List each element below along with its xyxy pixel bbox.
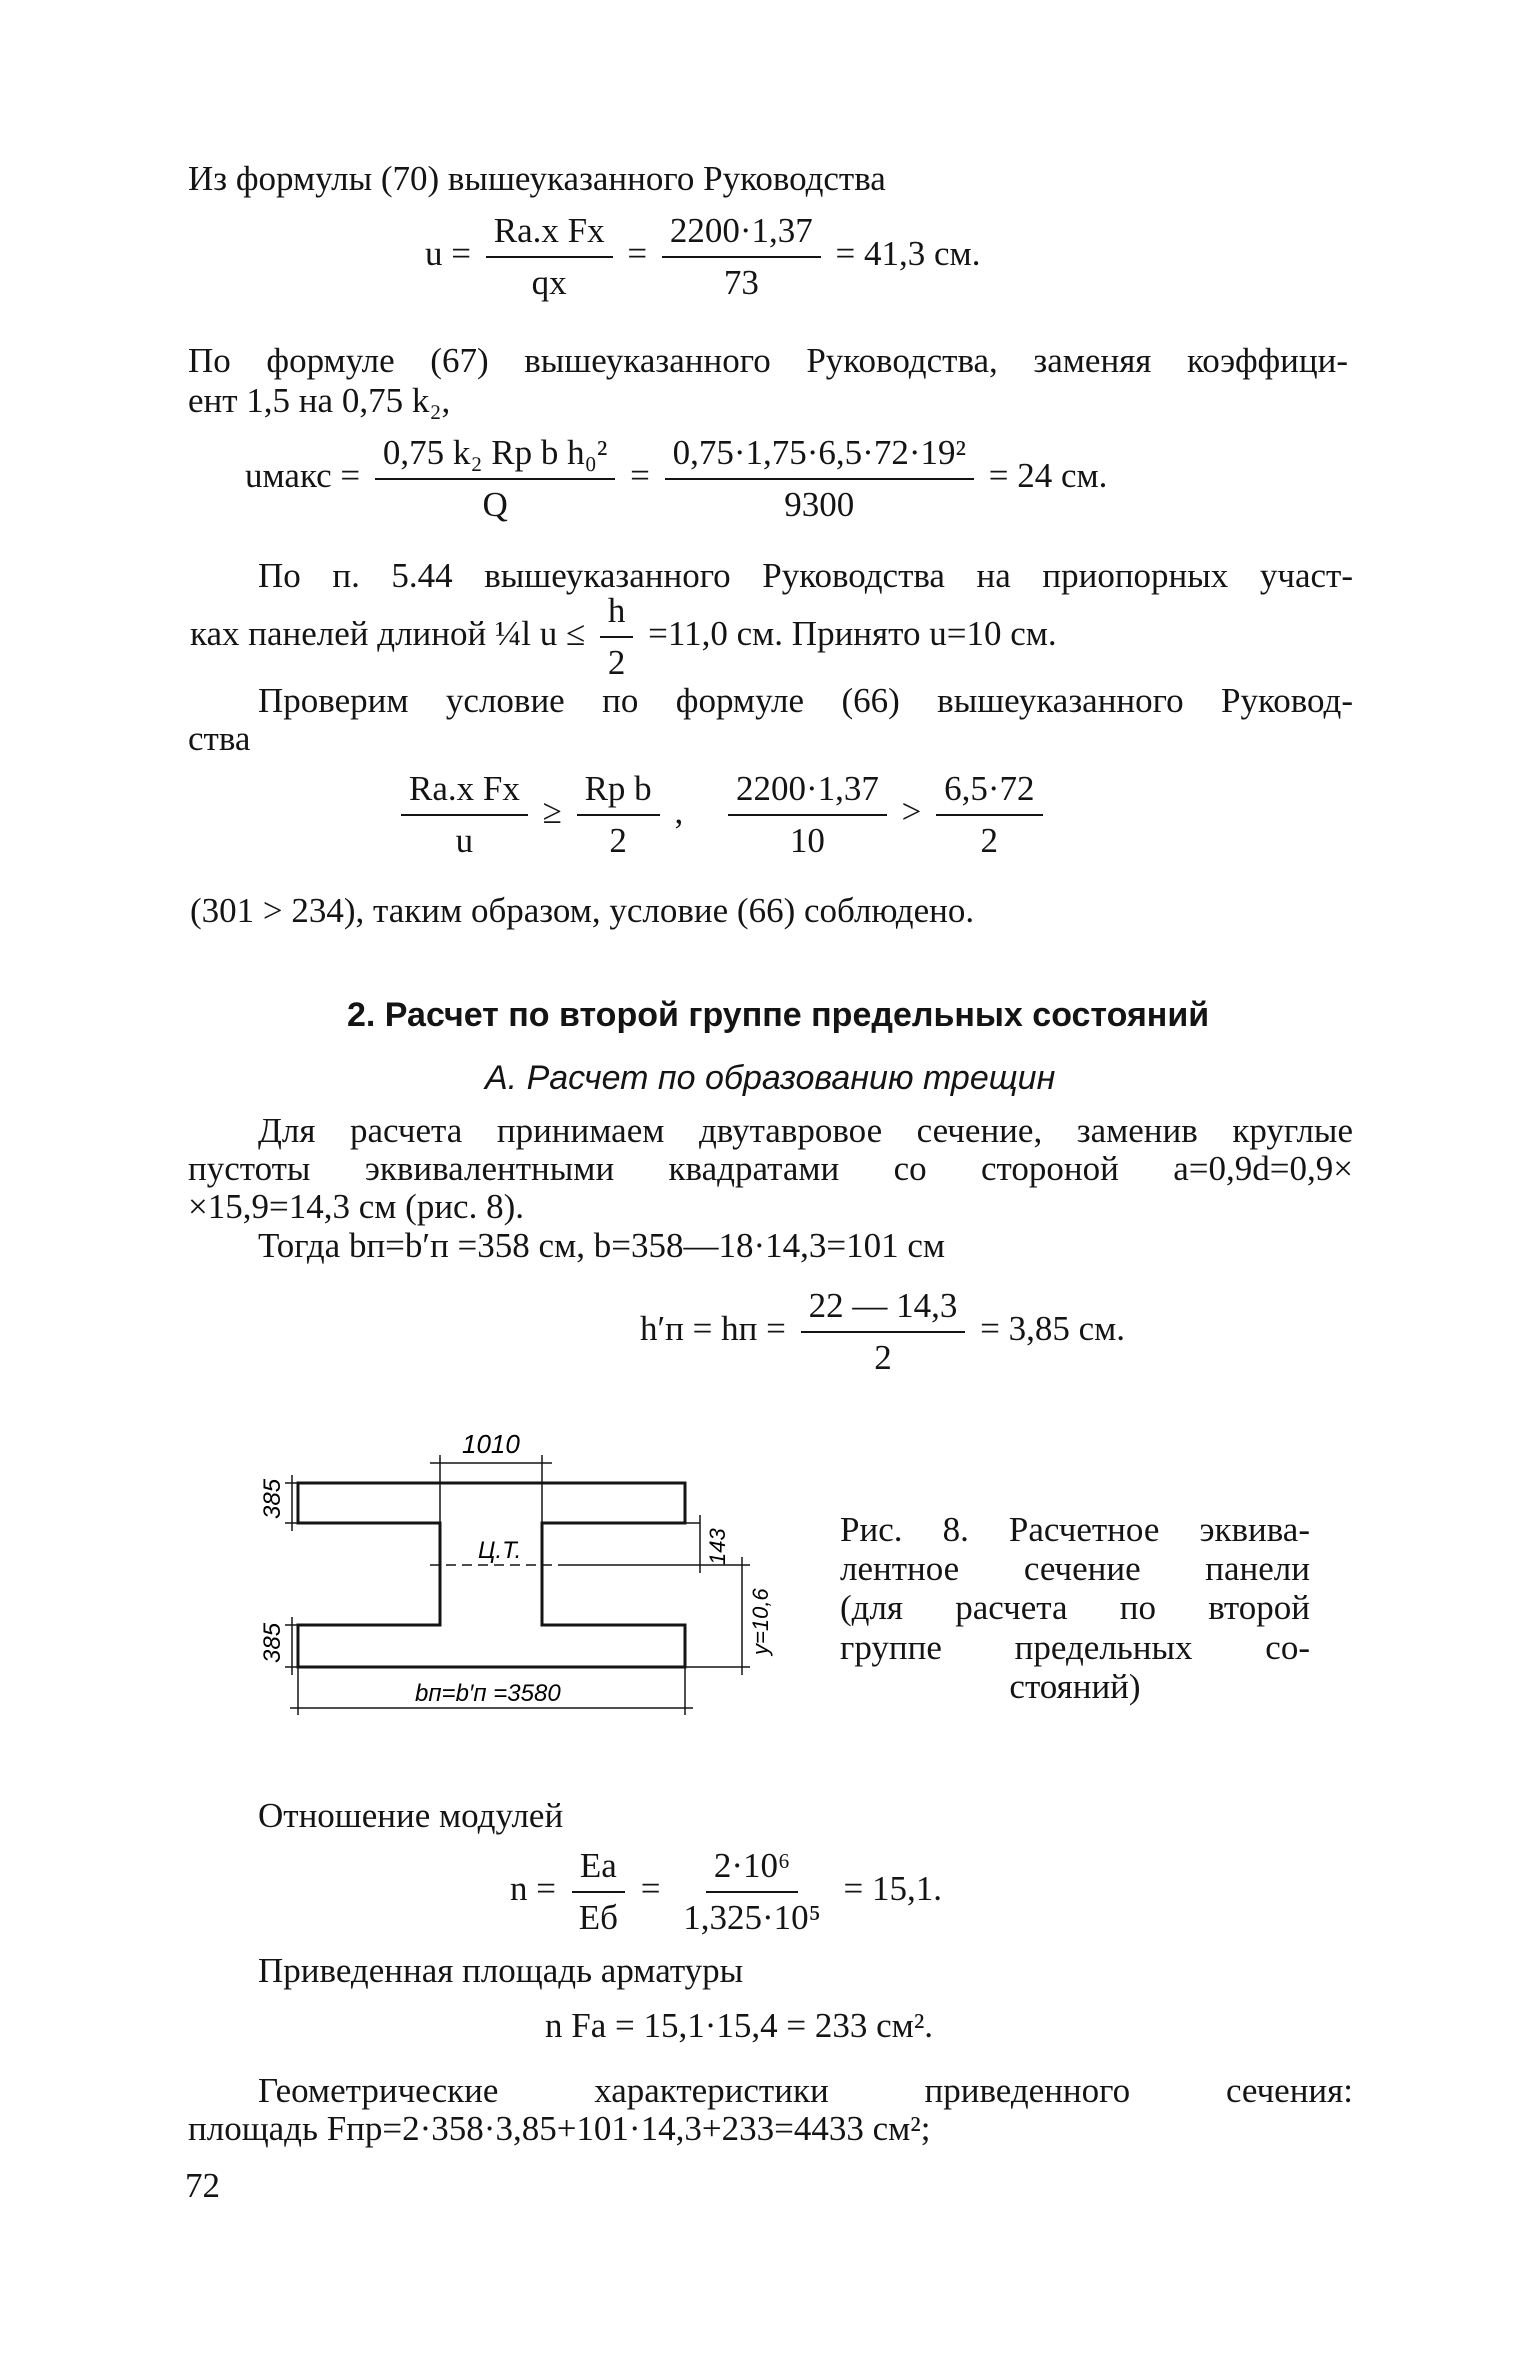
eq4-op2: > [901, 792, 922, 832]
eq2-num2: 0,75·1,75·6,5·72·19² [665, 432, 974, 480]
eq4-den2: 2 [609, 821, 627, 860]
eq4-den4: 2 [980, 821, 999, 860]
label-dim-top: 1010 [462, 1429, 520, 1459]
section-heading: 2. Расчет по второй группе предельных состояний [347, 996, 1210, 1034]
paragraph-then: Тогда bп=b′п =358 см, b=358—18·14,3=101 см [258, 1226, 946, 1265]
eq2-num1: 0,75 k₂ Rр b h₀² [375, 432, 616, 480]
eq6-den1: Eб [578, 1898, 618, 1937]
equation-nFa: n Fа = 15,1·15,4 = 233 см². [545, 2006, 934, 2045]
eq1-den1: qх [531, 263, 567, 302]
eq2-den2: 9300 [784, 485, 855, 524]
figure-caption [840, 1510, 1310, 1706]
eq5-den: 2 [874, 1338, 892, 1377]
label-dim-y: y=10,6 [748, 1588, 773, 1655]
paragraph-condition-met: (301 > 234), таким образом, условие (66) соблюдено. [190, 891, 975, 930]
equation-u: u = $\frac{\text{Rа.х Fх}}{qх}$ = $\frac{2200\cdot 1,37}{73}$ = 41,3 см. [425, 211, 981, 302]
eq2-rhs: = 24 см. [988, 456, 1108, 496]
caption-line-5: стояний) [1009, 1666, 1141, 1706]
paragraph-section-line2: пустоты эквивалентными квадратами со стороной a=0,9d=0,9× [188, 1149, 1353, 1188]
label-dim-left-bottom: 385 [259, 1622, 286, 1663]
equation-h-flange [640, 1285, 1125, 1379]
eq4-num3: 2200·1,37 [728, 768, 887, 816]
eq2-lhs: uмакс = [245, 456, 361, 496]
eq1-num1: Rа.х Fх [486, 210, 613, 258]
paragraph-check-66-line2: ства [188, 719, 251, 758]
eq1-den2: 73 [723, 263, 759, 302]
eq6-num1: Eа [572, 1845, 625, 1893]
eq2-den1: Q [482, 485, 508, 524]
section-outline [298, 1483, 685, 1667]
label-dim-bottom: bп=b′п =3580 [415, 1680, 561, 1707]
paragraph-section-line1: Для расчета принимаем двутавровое сечение, заменив круглые [258, 1111, 1353, 1150]
label-dim-left-top: 385 [259, 1478, 286, 1519]
eq5-num: 22 — 14,3 [801, 1285, 966, 1333]
equation-n: n = $\frac{Eа}{Eб}$ = $\frac{\text{2·10⁶}}{\text{1,325·10⁵}}$ = 15,1. [510, 1846, 943, 1937]
subsection-heading: А. Расчет по образованию трещин [485, 1059, 1056, 1097]
paragraph-modulus-ratio: Отношение модулей [258, 1796, 564, 1835]
eq4-num4: 6,5·72 [936, 768, 1042, 816]
paragraph-formula-67-line2: ент 1,5 на 0,75 k₂, [188, 381, 451, 420]
caption-line-1: Рис. 8. Расчетное эквива- [840, 1510, 1310, 1549]
eq4-den3: 10 [789, 821, 825, 860]
caption-line-4: группе предельных со- [840, 1627, 1310, 1667]
paragraph-check-66-line1: Проверим условие по формуле (66) вышеуказанного Руковод- [258, 681, 1353, 720]
eq6-den2: 1,325·10⁵ [683, 1898, 821, 1937]
eq1-lhs: u = [425, 234, 471, 274]
caption-line-3: (для расчета по второй [840, 1588, 1310, 1628]
eq6-rhs: = 15,1. [843, 1869, 943, 1909]
figure-equivalent-section [230, 1415, 790, 1735]
label-dim-143: 143 [705, 1528, 730, 1565]
eq4-den1: u [455, 821, 474, 860]
paragraph-formula-67-line1: По формуле (67) вышеуказанного Руководства, заменяя коэффици- [188, 341, 1348, 380]
equation-condition-66 [395, 768, 1049, 862]
p3-text-pre: ках панелей длиной ¼l u ≤ [190, 614, 586, 654]
page-number: 72 [185, 2166, 220, 2205]
eq6-lhs: n = [510, 1869, 556, 1909]
eq1-rhs: = 41,3 см. [835, 234, 981, 274]
eq1-num2: 2200·1,37 [662, 210, 821, 258]
label-centroid: Ц.Т. [478, 1537, 522, 1564]
paragraph-geometry-line1: Геометрические характеристики приведенного сечения: [258, 2071, 1353, 2110]
eq4-op1: ≥ [542, 792, 562, 832]
paragraph-geometry-line2: площадь Fпр=2·358·3,85+101·14,3+233=4433 см²; [188, 2109, 931, 2148]
caption-line-2: лентное сечение панели [840, 1549, 1310, 1589]
equation-u-max: uмакс = $\frac{\text{0,75 k₂ Rр b h₀²}}{Q}$ = $\frac{\text{0,75·1,75·6,5·72·19²}}{9300}$ = 24 см. [245, 433, 1108, 524]
paragraph-reduced-area: Приведенная площадь арматуры [258, 1951, 744, 1990]
eq4-sep: , [674, 792, 684, 832]
paragraph-section-line3: ×15,9=14,3 см (рис. 8). [188, 1187, 524, 1226]
paragraph-formula-70: Из формулы (70) вышеуказанного Руководства [188, 159, 886, 198]
eq4-num2: Rр b [577, 768, 660, 816]
eq3-den: 2 [607, 643, 626, 682]
paragraph-clause-5-44-line2 [190, 590, 1057, 684]
eq3-num: h [600, 590, 634, 638]
paragraph-clause-5-44-line1: По п. 5.44 вышеуказанного Руководства на приопорных участ- [258, 556, 1353, 595]
p3-text-post: =11,0 см. Принято u=10 см. [648, 614, 1057, 654]
eq6-num2: 2·10⁶ [706, 1845, 798, 1893]
eq5-rhs: = 3,85 см. [980, 1309, 1126, 1349]
eq4-num1: Rа.х Fх [401, 768, 528, 816]
eq5-lhs: h′п = hп = [640, 1309, 786, 1349]
